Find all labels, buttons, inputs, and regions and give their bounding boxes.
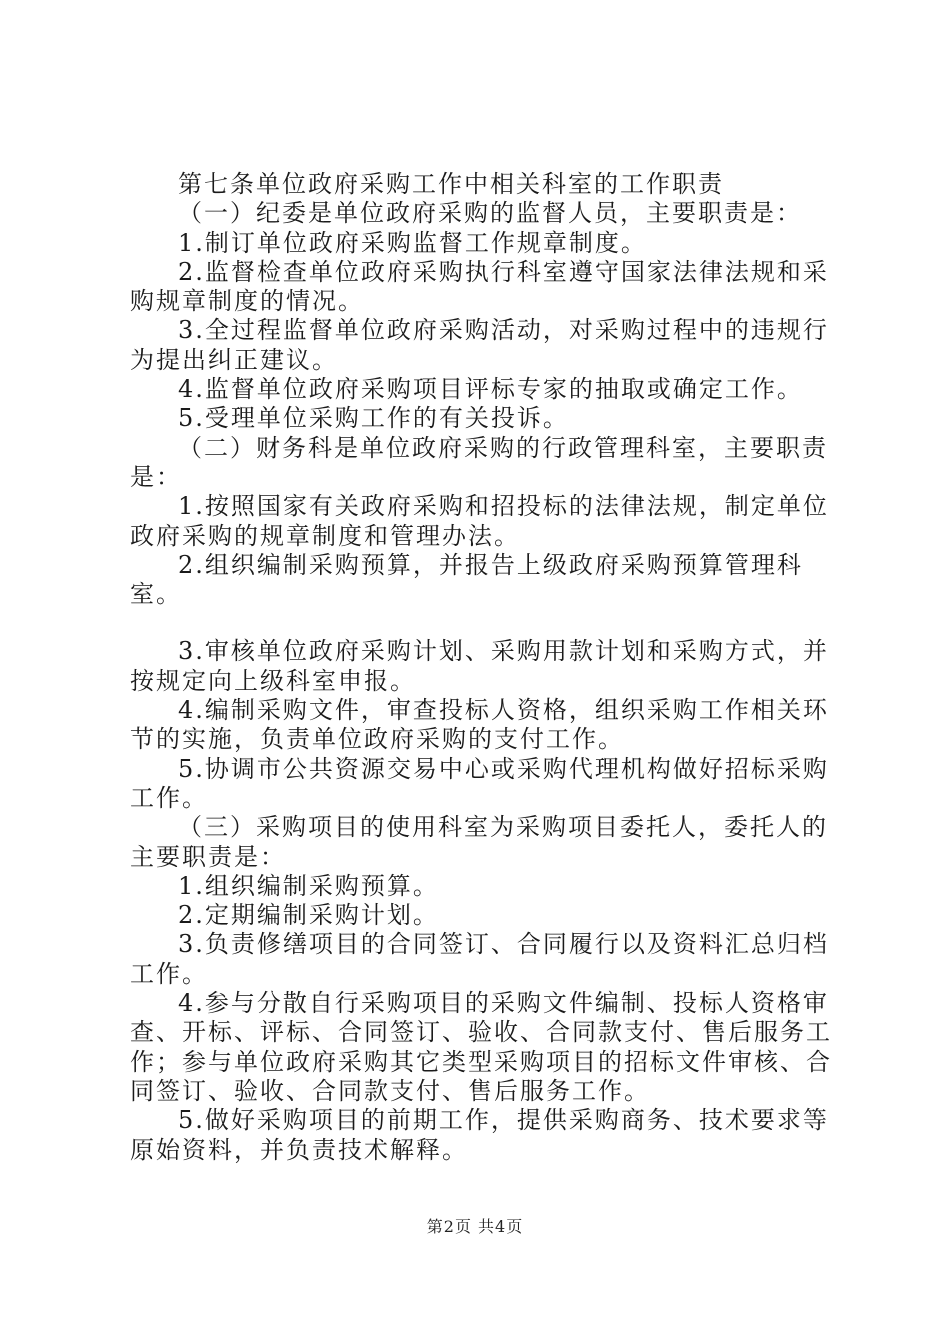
article-heading: 第七条单位政府采购工作中相关科室的工作职责 bbox=[178, 170, 724, 198]
list-item: 2.组织编制采购预算，并报告上级政府采购预算管理科室。 bbox=[130, 550, 803, 609]
page-number: 第2页 共4页 bbox=[426, 1217, 524, 1236]
list-item: 2.监督检查单位政府采购执行科室遵守国家法律法规和采购规章制度的情况。 bbox=[130, 257, 829, 316]
list-item: 1.制订单位政府采购监督工作规章制度。 bbox=[178, 228, 647, 257]
list-item: 4.参与分散自行采购项目的采购文件编制、投标人资格审查、开标、评标、合同签订、验收、合同款支付、售后服务工作；参与单位政府采购其它类型采购项目的招标文件审核、合同签订、验收、合同款支付、售后服务工作。 bbox=[130, 989, 832, 1105]
section-heading: （一）纪委是单位政府采购的监督人员，主要职责是： bbox=[178, 199, 802, 228]
list-item: 3.全过程监督单位政府采购活动，对采购过程中的违规行为提出纠正建议。 bbox=[130, 316, 829, 374]
list-item: 5.受理单位采购工作的有关投诉。 bbox=[178, 404, 569, 433]
section-heading: （二）财务科是单位政府采购的行政管理科室，主要职责是： bbox=[130, 433, 828, 491]
list-item: 3.负责修缮项目的合同签订、合同履行以及资料汇总归档工作。 bbox=[130, 930, 829, 988]
list-item: 5.协调市公共资源交易中心或采购代理机构做好招标采购工作。 bbox=[130, 754, 829, 812]
section-heading: （三）采购项目的使用科室为采购项目委托人，委托人的主要职责是： bbox=[130, 813, 828, 871]
list-item: 4.编制采购文件，审查投标人资格，组织采购工作相关环节的实施，负责单位政府采购的支付工作。 bbox=[130, 696, 829, 754]
list-item: 1.组织编制采购预算。 bbox=[178, 871, 439, 900]
list-item: 3.审核单位政府采购计划、采购用款计划和采购方式，并按规定向上级科室申报。 bbox=[130, 637, 829, 695]
list-item: 1.按照国家有关政府采购和招投标的法律法规，制定单位政府采购的规章制度和管理办法。 bbox=[130, 492, 829, 550]
list-item: 2.定期编制采购计划。 bbox=[178, 901, 439, 930]
document-body bbox=[130, 170, 850, 1165]
list-item: 5.做好采购项目的前期工作，提供采购商务、技术要求等原始资料，并负责技术解释。 bbox=[130, 1106, 829, 1164]
list-item: 4.监督单位政府采购项目评标专家的抽取或确定工作。 bbox=[178, 375, 803, 404]
